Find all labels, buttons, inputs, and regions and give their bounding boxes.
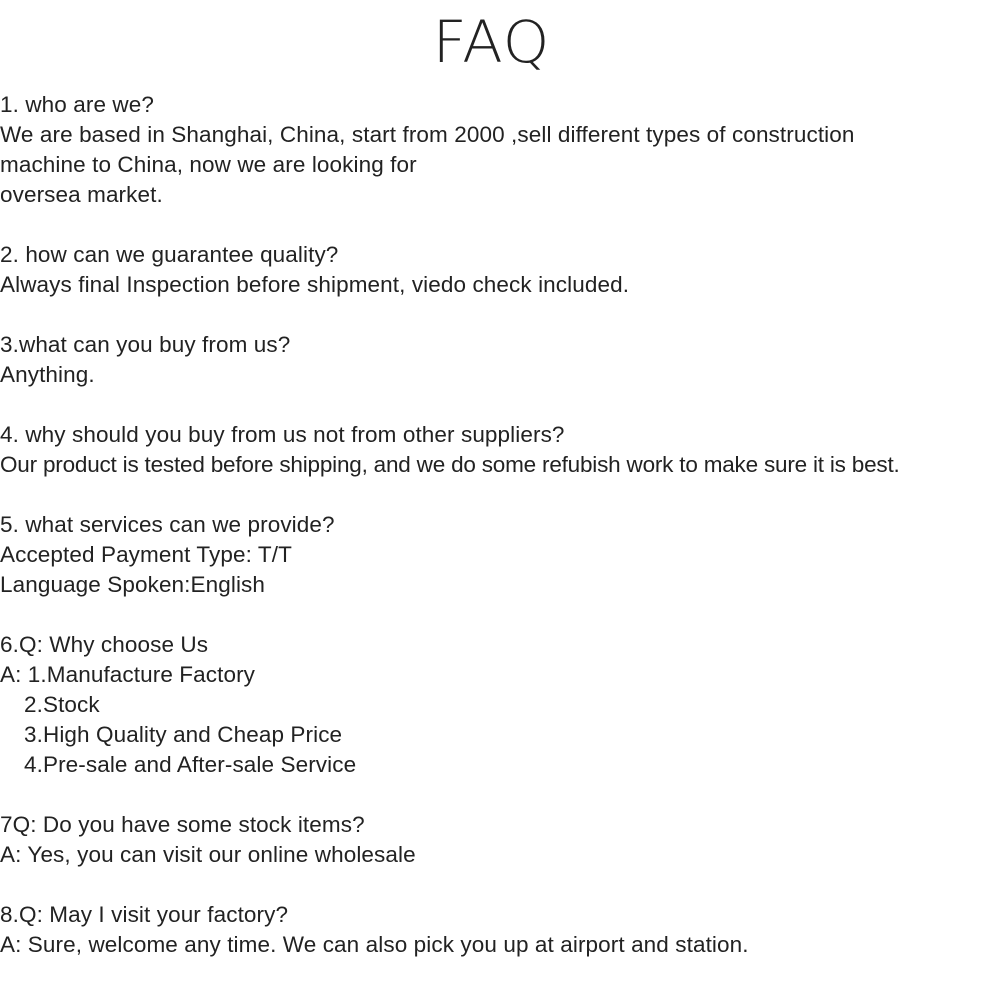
faq-answer-line: Always final Inspection before shipment, viedo check included.: [0, 272, 630, 297]
faq-answer-line: Our product is tested before shipping, and we do some refubish work to make sure it is best.: [0, 452, 900, 477]
page-title: FAQ: [432, 8, 551, 76]
spacer: [0, 390, 1000, 420]
spacer: [0, 480, 1000, 510]
spacer: [0, 870, 1000, 900]
faq-item: [0, 630, 1000, 810]
spacer: [0, 780, 1000, 810]
faq-answer-line: A: 1.Manufacture Factory: [0, 662, 256, 687]
faq-answer-line: A: Sure, welcome any time. We can also pick you up at airport and station.: [0, 932, 749, 957]
faq-item: [0, 510, 1000, 630]
faq-answer-line: Anything.: [0, 362, 95, 387]
faq-item: [0, 420, 1000, 510]
faq-question: 6.Q: Why choose Us: [0, 632, 209, 657]
faq-answer-line: A: Yes, you can visit our online wholesale: [0, 842, 416, 867]
faq-answer-line: Language Spoken:English: [0, 572, 266, 597]
faq-answer-line: 2.Stock: [24, 692, 100, 717]
faq-answer-line: Accepted Payment Type: T/T: [0, 542, 292, 567]
faq-question: 5. what services can we provide?: [0, 512, 335, 537]
faq-item: [0, 240, 1000, 330]
faq-item: [0, 90, 1000, 240]
spacer: [0, 210, 1000, 240]
faq-question: 8.Q: May I visit your factory?: [0, 902, 289, 927]
faq-question: 7Q: Do you have some stock items?: [0, 812, 365, 837]
faq-answer-line: machine to China, now we are looking for: [0, 152, 417, 177]
faq-answer-line: 4.Pre-sale and After-sale Service: [24, 752, 357, 777]
faq-answer-line: oversea market.: [0, 182, 163, 207]
faq-question: 4. why should you buy from us not from other suppliers?: [0, 422, 565, 447]
spacer: [0, 600, 1000, 630]
faq-question: 2. how can we guarantee quality?: [0, 242, 339, 267]
faq-item: [0, 330, 1000, 420]
spacer: [0, 300, 1000, 330]
faq-question: 1. who are we?: [0, 92, 154, 117]
faq-answer-line: 3.High Quality and Cheap Price: [24, 722, 343, 747]
faq-item: [0, 900, 1000, 960]
faq-answer-line: We are based in Shanghai, China, start from 2000 ,sell different types of construction: [0, 122, 855, 147]
faq-list: [0, 90, 1000, 960]
faq-item: [0, 810, 1000, 900]
faq-question: 3.what can you buy from us?: [0, 332, 291, 357]
